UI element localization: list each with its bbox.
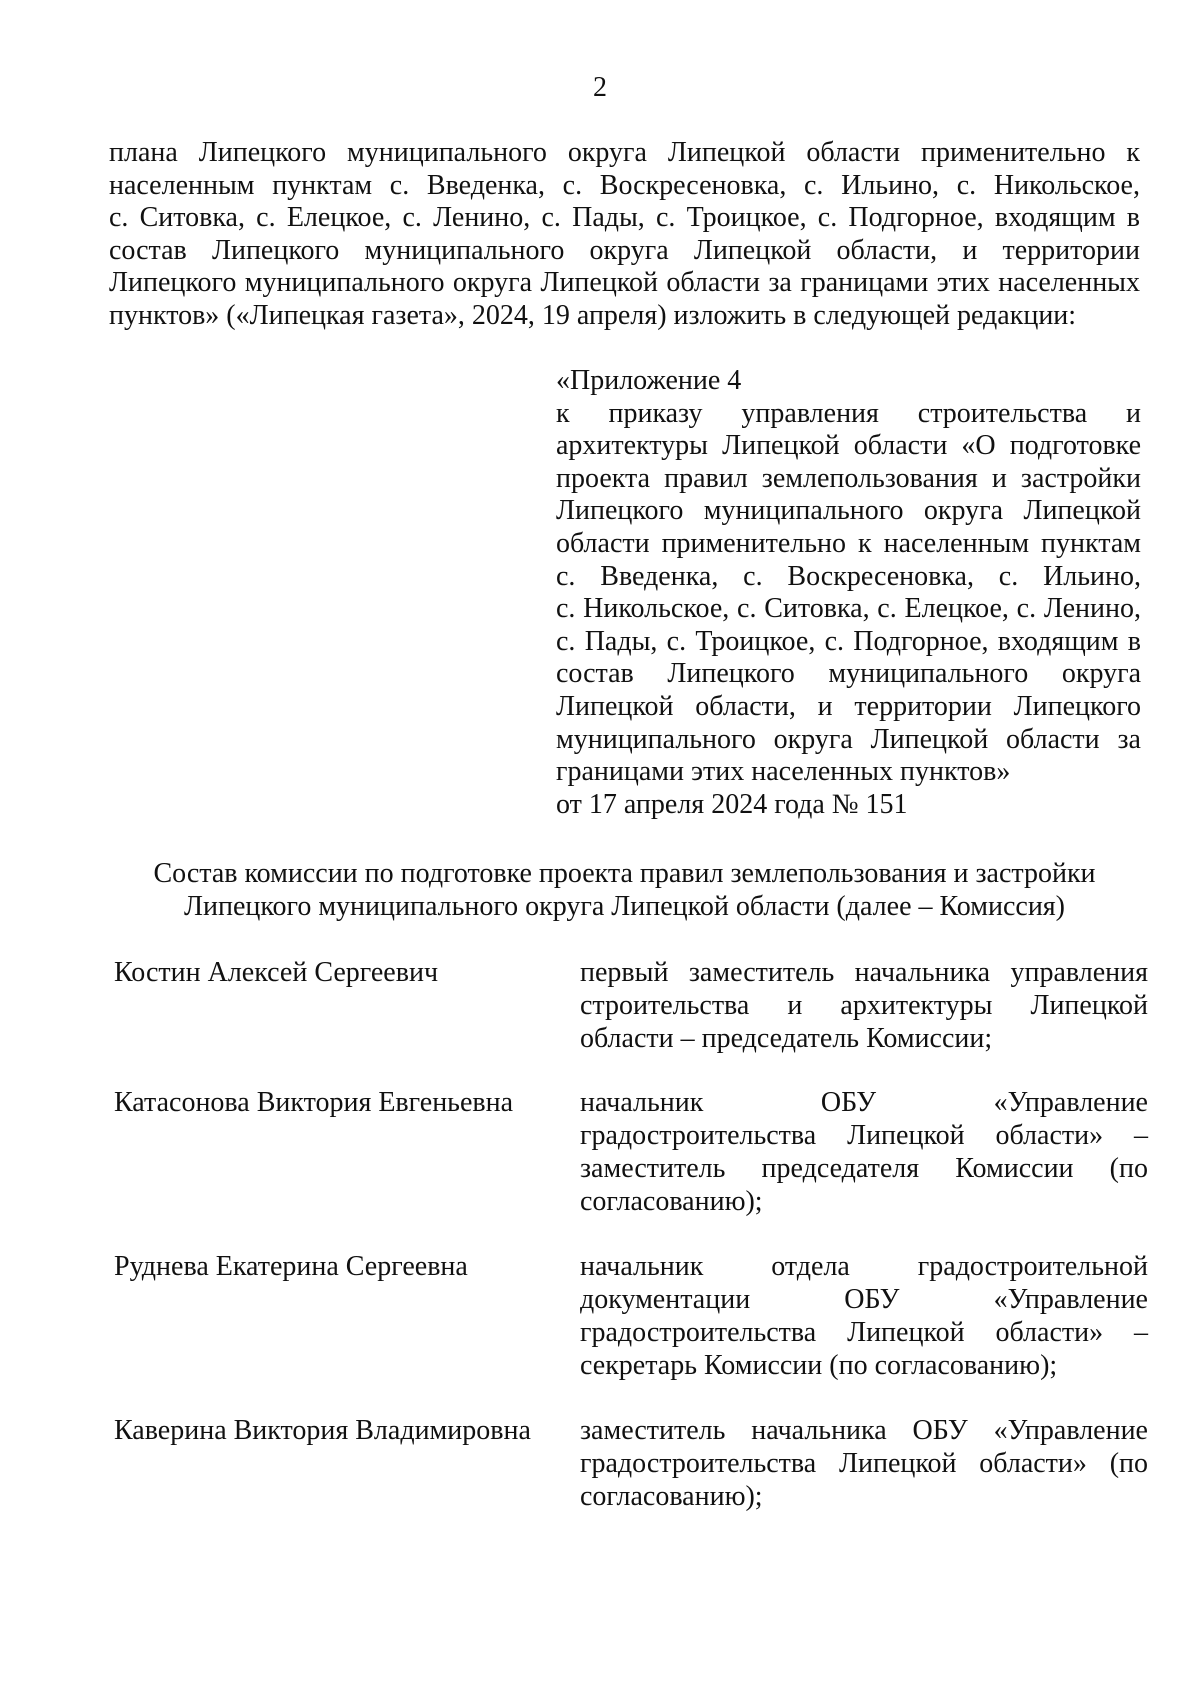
heading-line: Состав комиссии по подготовке проекта правил землепользования и застройки [153, 858, 1096, 889]
role-line: согласованию); [580, 1481, 763, 1512]
member-role [580, 1086, 1148, 1218]
role-line: области – председатель Комиссии; [580, 1023, 993, 1054]
role-line: заместитель начальника ОБУ «Управление [580, 1415, 1148, 1446]
member-role [580, 956, 1148, 1055]
appendix-line: от 17 апреля 2024 года № 151 [556, 788, 908, 820]
intro-line: Липецкого муниципального округа Липецкой области за границами этих населенных [109, 267, 1140, 298]
appendix-line: с. Никольское, с. Ситовка, с. Елецкое, с. Ленино, [556, 593, 1141, 625]
role-line: согласованию); [580, 1186, 763, 1217]
appendix-line: архитектуры Липецкой области «О подготовке [556, 430, 1141, 462]
appendix-line: Липецкой области, и территории Липецкого [556, 690, 1141, 722]
appendix-line: муниципального округа Липецкой области за [556, 723, 1141, 755]
intro-line: населенным пунктам с. Введенка, с. Воскресеновка, с. Ильино, с. Никольское, [109, 169, 1140, 201]
intro-line: с. Ситовка, с. Елецкое, с. Ленино, с. Пады, с. Троицкое, с. Подгорное, входящим в [109, 202, 1140, 233]
commission-heading [109, 857, 1140, 923]
appendix-reference-block [556, 365, 1141, 821]
member-name: Руднева Екатерина Сергеевна [114, 1251, 468, 1282]
appendix-line: состав Липецкого муниципального округа [556, 658, 1141, 690]
appendix-line: к приказу управления строительства и [556, 397, 1141, 429]
role-line: начальник ОБУ «Управление [580, 1087, 1148, 1118]
role-line: градостроительства Липецкой области» (по [580, 1448, 1148, 1479]
member-name: Каверина Виктория Владимировна [114, 1415, 531, 1446]
role-line: строительства и архитектуры Липецкой [580, 990, 1148, 1021]
member-role [580, 1250, 1148, 1382]
role-line: градостроительства Липецкой области» – [580, 1317, 1148, 1348]
intro-line: пунктов» («Липецкая газета», 2024, 19 апреля) изложить в следующей редакции: [109, 299, 1077, 331]
intro-line: плана Липецкого муниципального округа Липецкой области применительно к [109, 137, 1140, 168]
intro-line: состав Липецкого муниципального округа Липецкой области, и территории [109, 234, 1140, 266]
intro-paragraph [109, 137, 1140, 332]
member-role [580, 1414, 1148, 1513]
appendix-line: с. Введенка, с. Воскресеновка, с. Ильино, [556, 560, 1141, 592]
role-line: документации ОБУ «Управление [580, 1284, 1148, 1315]
member-name: Костин Алексей Сергеевич [114, 957, 439, 988]
heading-line: Липецкого муниципального округа Липецкой области (далее – Комиссия) [183, 891, 1065, 922]
member-name: Катасонова Виктория Евгеньевна [114, 1087, 514, 1118]
page-number: 2 [593, 72, 607, 103]
role-line: начальник отдела градостроительной [580, 1251, 1148, 1282]
role-line: градостроительства Липецкой области» – [580, 1120, 1148, 1151]
role-line: первый заместитель начальника управления [580, 957, 1148, 988]
appendix-line: с. Пады, с. Троицкое, с. Подгорное, входящим в [556, 625, 1141, 657]
appendix-line: «Приложение 4 [556, 365, 742, 396]
role-line: заместитель председателя Комиссии (по [580, 1153, 1148, 1184]
appendix-line: проекта правил землепользования и застройки [556, 462, 1141, 494]
appendix-line: Липецкого муниципального округа Липецкой [556, 495, 1141, 527]
role-line: секретарь Комиссии (по согласованию); [580, 1350, 1058, 1381]
appendix-line: границами этих населенных пунктов» [556, 756, 1011, 788]
appendix-line: области применительно к населенным пунктам [556, 527, 1141, 559]
